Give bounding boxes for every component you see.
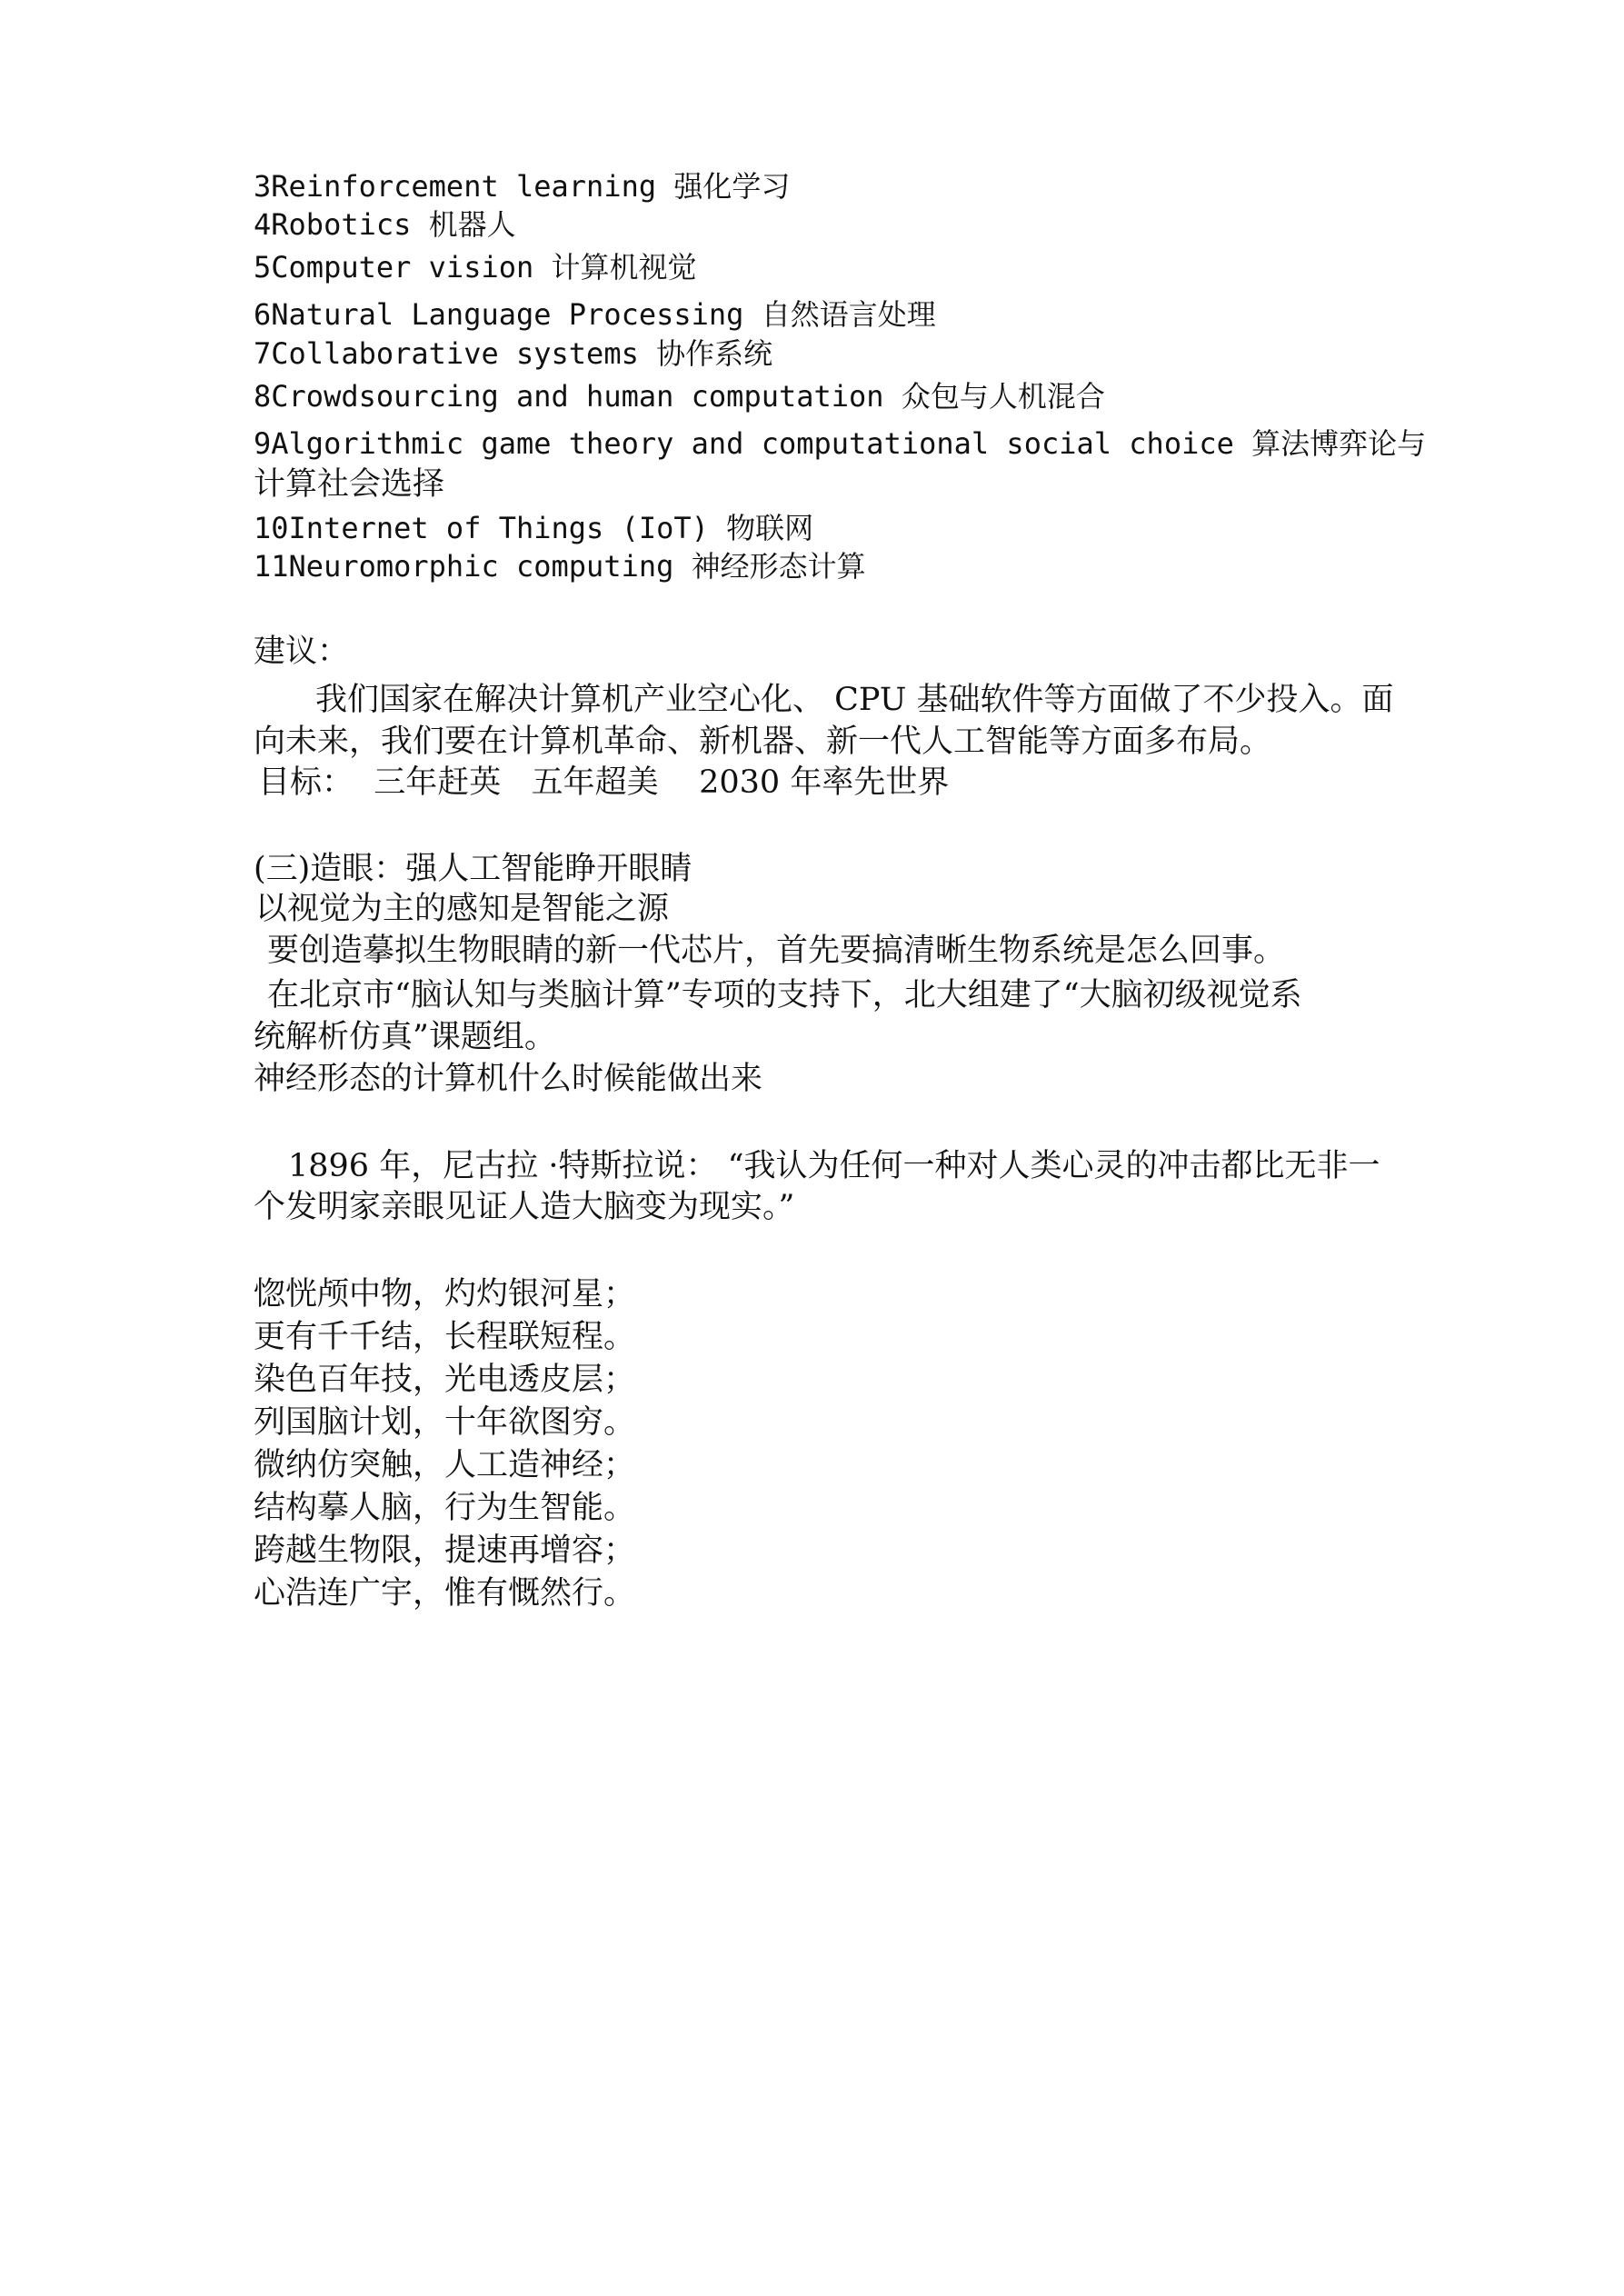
poem-line: 结构摹人脑，行为生智能。 <box>254 1490 636 1526</box>
paragraph-line: 以视觉为主的感知是智能之源 <box>255 891 670 927</box>
paragraph-line: 我们国家在解决计算机产业空心化、 CPU 基础软件等方面做了不少投入。面 <box>315 682 1394 718</box>
quote-line: 个发明家亲眼见证人造大脑变为现实。” <box>254 1189 795 1225</box>
poem-line: 微纳仿突触，人工造神经； <box>254 1447 636 1483</box>
poem-line: 列国脑计划，十年欲图穷。 <box>254 1404 636 1441</box>
list-item: 9Algorithmic game theory and computational social choice 算法博弈论与 <box>254 426 1427 461</box>
list-item: 5Computer vision 计算机视觉 <box>254 250 697 285</box>
section-heading-3: (三)造眼：强人工智能睁开眼睛 <box>254 851 692 887</box>
list-item: 3Reinforcement learning 强化学习 <box>254 169 791 204</box>
list-item: 8Crowdsourcing and human computation 众包与人机混合 <box>254 379 1105 414</box>
list-item: 4Robotics 机器人 <box>254 207 516 242</box>
paragraph-line: 在北京市“脑认知与类脑计算”专项的支持下，北大组建了“大脑初级视觉系 <box>267 977 1302 1013</box>
paragraph-line: 向未来，我们要在计算机革命、新机器、新一代人工智能等方面多布局。 <box>254 724 1272 760</box>
list-item-continuation: 计算社会选择 <box>254 466 445 503</box>
list-item: 7Collaborative systems 协作系统 <box>254 336 773 371</box>
poem-line: 染色百年技，光电透皮层； <box>254 1362 636 1398</box>
goal-line: 目标： 三年赶英 五年超美 2030 年率先世界 <box>258 764 950 801</box>
list-item: 6Natural Language Processing 自然语言处理 <box>254 297 936 332</box>
paragraph-line: 神经形态的计算机什么时候能做出来 <box>254 1061 763 1097</box>
section-heading-suggestion: 建议： <box>254 634 350 670</box>
paragraph-line: 要创造摹拟生物眼睛的新一代芯片，首先要搞清晰生物系统是怎么回事。 <box>267 933 1286 969</box>
poem-line: 更有千千结，长程联短程。 <box>254 1319 636 1355</box>
poem-line: 心浩连广宇，惟有慨然行。 <box>254 1575 636 1612</box>
quote-line: 1896 年，尼古拉 ·特斯拉说： “我认为任何一种对人类心灵的冲击都比无非一 <box>288 1148 1380 1184</box>
poem-line: 跨越生物限，提速再增容； <box>254 1532 636 1569</box>
paragraph-line: 统解析仿真”课题组。 <box>254 1019 556 1055</box>
list-item: 11Neuromorphic computing 神经形态计算 <box>254 549 866 584</box>
list-item: 10Internet of Things (IoT) 物联网 <box>254 511 814 545</box>
poem-line: 惚恍颅中物，灼灼银河星； <box>254 1276 636 1313</box>
